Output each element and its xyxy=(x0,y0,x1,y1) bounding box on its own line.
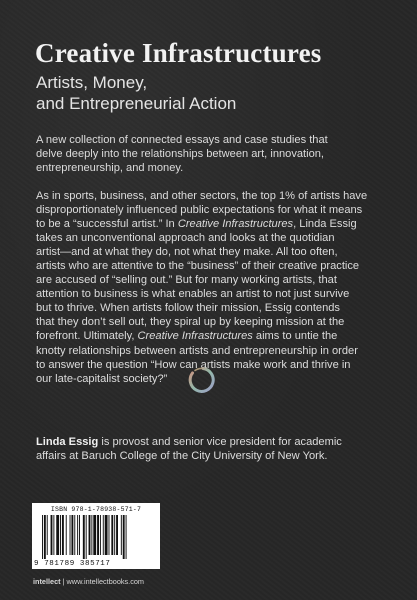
description-line xyxy=(36,231,386,245)
author-bio xyxy=(36,435,386,463)
barcode-bar xyxy=(83,515,85,559)
description-line xyxy=(36,273,386,287)
description-line xyxy=(36,245,386,259)
description-text: forefront. Ultimately, xyxy=(36,330,138,343)
book-title: Creative Infrastructures xyxy=(35,38,322,68)
description-line xyxy=(36,344,386,358)
description-line xyxy=(36,203,386,217)
barcode-bar xyxy=(126,515,127,559)
description-text: artist—and at what they do, not what they make. All too often, xyxy=(36,246,338,259)
barcode-bar xyxy=(89,515,91,555)
book-title-italic: Creative Infrastructures xyxy=(177,218,294,231)
subtitle-line: and Entrepreneurial Action xyxy=(36,94,237,113)
description-text: that they don’t sell out, they spiral up by keeping mission at the xyxy=(36,316,345,329)
publisher-url: | www.intellectbooks.com xyxy=(60,577,144,586)
description-line xyxy=(36,287,386,301)
barcode-bar xyxy=(114,515,115,555)
barcode-bars xyxy=(42,515,150,559)
barcode-bar xyxy=(71,515,73,555)
barcode-bar xyxy=(62,515,64,555)
description-text: knotty relationships between artists and entrepreneurship in order xyxy=(36,344,358,357)
barcode-bar xyxy=(77,515,78,555)
barcode-bar xyxy=(100,515,101,555)
book-subtitle xyxy=(36,72,376,114)
barcode-bar xyxy=(105,515,108,555)
barcode-bar xyxy=(47,515,48,555)
intro-line: entrepreneurship, and money. xyxy=(36,162,184,175)
description-text: but to thrive. When artists follow their mission, Essig contends xyxy=(36,302,340,315)
barcode-bar xyxy=(74,515,75,555)
description-line xyxy=(36,315,386,329)
description-line xyxy=(36,301,386,315)
barcode xyxy=(32,503,160,569)
description-text: aims to untie the xyxy=(252,330,338,343)
subtitle-line: Artists, Money, xyxy=(36,73,148,92)
intro-line: A new collection of connected essays and case studies that xyxy=(36,134,328,146)
barcode-bar xyxy=(60,515,61,555)
description-text: our late-capitalist society?” xyxy=(36,372,168,385)
book-title-italic: Creative Infrastructures xyxy=(137,330,253,343)
barcode-bar xyxy=(66,515,67,555)
description-text: to answer the question “How can artists make work and thrive in xyxy=(36,358,351,371)
description-text: attention to business is what enables an artist to not just survive xyxy=(36,288,350,301)
barcode-bar xyxy=(53,515,54,555)
barcode-digits: 9 781789 385717 xyxy=(34,560,111,568)
intro-paragraph xyxy=(36,133,386,175)
description-text: takes an unconventional approach and looks at the quotidian xyxy=(36,232,335,245)
enso-circle-icon xyxy=(186,365,216,395)
description-text: disproportionately influenced public expectations for what it means xyxy=(36,204,363,217)
barcode-bar xyxy=(121,515,122,555)
description-paragraph xyxy=(36,189,386,386)
barcode-bar xyxy=(93,515,96,555)
author-bio-text: is provost and senior vice president for academic xyxy=(98,436,342,448)
description-line xyxy=(36,329,386,343)
barcode-bar xyxy=(51,515,53,555)
barcode-bar xyxy=(111,515,113,555)
barcode-bar xyxy=(79,515,80,555)
isbn-label: ISBN 978-1-78938-571-7 xyxy=(50,506,142,513)
publisher-line xyxy=(33,577,144,586)
publisher-brand: intellect xyxy=(33,577,61,586)
description-text: artists who are attentive to the “business” of their creative practice xyxy=(36,260,360,273)
barcode-bar xyxy=(86,515,87,559)
description-text: to be a “successful artist.” In xyxy=(36,218,178,231)
barcode-bar xyxy=(103,515,104,555)
description-text: , Linda Essig xyxy=(293,218,357,231)
description-line xyxy=(36,259,386,273)
barcode-bar xyxy=(56,515,59,555)
description-text: are accused of “selling out.” But for many working artists, that xyxy=(36,274,337,287)
barcode-bar xyxy=(109,515,110,555)
barcode-bar xyxy=(116,515,118,555)
barcode-bar xyxy=(70,515,71,555)
description-text: As in sports, business, and other sectors, the top 1% of artists have xyxy=(36,190,368,202)
barcode-bar xyxy=(91,515,92,555)
author-name: Linda Essig xyxy=(36,436,99,448)
intro-line: delve deeply into the relationships between art, innovation, xyxy=(36,148,325,161)
barcode-bar xyxy=(42,515,43,559)
description-line xyxy=(36,189,386,203)
barcode-bar xyxy=(123,515,125,559)
barcode-bar xyxy=(97,515,99,555)
description-line xyxy=(36,217,386,231)
barcode-bar xyxy=(44,515,46,559)
author-bio-text: affairs at Baruch College of the City University of New York. xyxy=(36,450,328,463)
